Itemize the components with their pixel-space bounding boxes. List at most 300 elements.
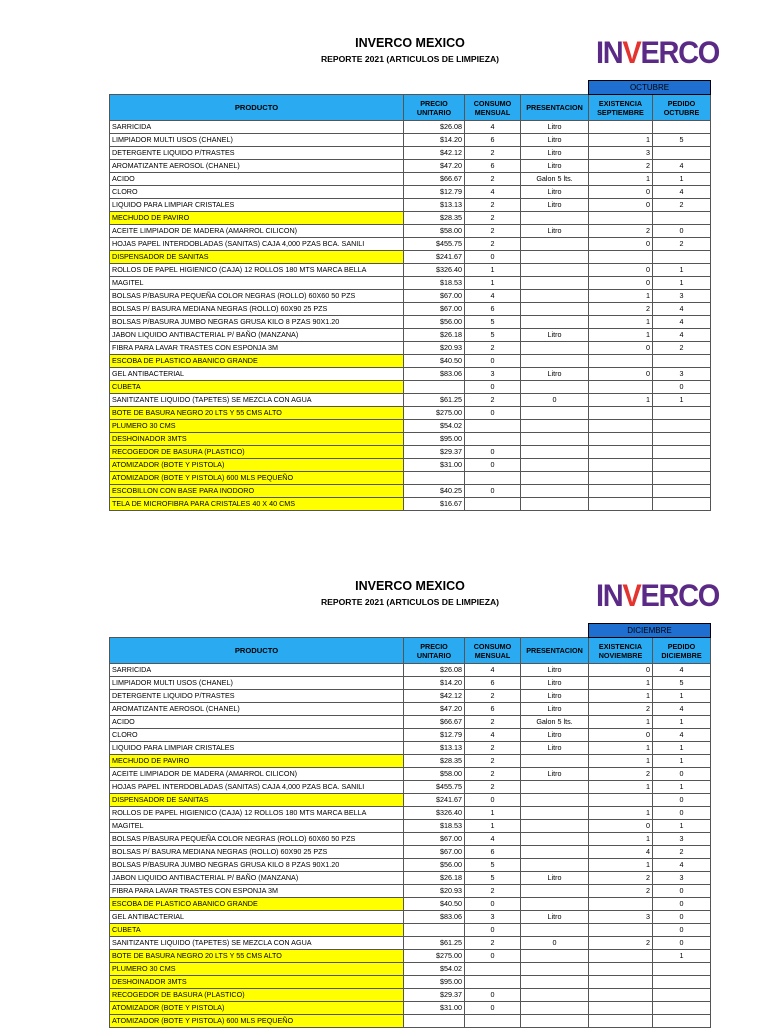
- cell-producto: LIMPIADOR MULTI USOS (CHANEL): [110, 677, 404, 690]
- cell-precio: $326.40: [404, 807, 465, 820]
- column-header-consumo: CONSUMO MENSUAL: [465, 95, 521, 121]
- cell-producto: HOJAS PAPEL INTERDOBLADAS (SANITAS) CAJA 4,000 PZAS BCA. SANILI: [110, 238, 404, 251]
- report-subtitle: REPORTE 2021 (ARTICULOS DE LIMPIEZA): [320, 597, 500, 607]
- cell-consumo: [465, 963, 521, 976]
- table-row: [110, 963, 711, 976]
- cell-existencia: 1: [589, 173, 653, 186]
- cell-presentacion: Litro: [521, 121, 589, 134]
- cell-presentacion: Litro: [521, 768, 589, 781]
- cell-pedido: 5: [653, 677, 711, 690]
- cell-presentacion: [521, 212, 589, 225]
- table-row: [110, 859, 711, 872]
- cell-pedido: 4: [653, 160, 711, 173]
- table-row: [110, 846, 711, 859]
- cell-pedido: 1: [653, 781, 711, 794]
- table-row: [110, 342, 711, 355]
- cell-consumo: 0: [465, 446, 521, 459]
- cell-existencia: 3: [589, 911, 653, 924]
- cell-presentacion: Galon 5 lts.: [521, 173, 589, 186]
- logo-text-suffix: ERCO: [640, 579, 720, 614]
- column-header-presentacion: PRESENTACION: [521, 638, 589, 664]
- cell-pedido: 5: [653, 134, 711, 147]
- cell-presentacion: Galon 5 lts.: [521, 716, 589, 729]
- table-row: [110, 225, 711, 238]
- cell-existencia: [589, 420, 653, 433]
- cell-precio: $67.00: [404, 290, 465, 303]
- cell-precio: $12.79: [404, 186, 465, 199]
- cell-consumo: [465, 1015, 521, 1028]
- cell-presentacion: [521, 459, 589, 472]
- cell-existencia: 1: [589, 807, 653, 820]
- table-row: [110, 316, 711, 329]
- cell-precio: $28.35: [404, 755, 465, 768]
- cell-existencia: 0: [589, 342, 653, 355]
- cell-existencia: [589, 898, 653, 911]
- cell-pedido: [653, 251, 711, 264]
- cell-existencia: 0: [589, 277, 653, 290]
- table-row: [110, 989, 711, 1002]
- cell-pedido: [653, 420, 711, 433]
- cell-existencia: 2: [589, 872, 653, 885]
- cell-pedido: [653, 446, 711, 459]
- cell-presentacion: [521, 963, 589, 976]
- cell-consumo: 0: [465, 251, 521, 264]
- table-row: [110, 950, 711, 963]
- cell-existencia: 2: [589, 703, 653, 716]
- cell-presentacion: Litro: [521, 368, 589, 381]
- cell-presentacion: [521, 950, 589, 963]
- cell-existencia: [589, 355, 653, 368]
- cell-consumo: 2: [465, 690, 521, 703]
- table-row: [110, 937, 711, 950]
- cell-consumo: 2: [465, 342, 521, 355]
- table-row: [110, 976, 711, 989]
- inventory-table-wrap: [109, 623, 711, 1028]
- cell-existencia: 1: [589, 716, 653, 729]
- cell-consumo: 0: [465, 989, 521, 1002]
- table-row: [110, 277, 711, 290]
- cell-presentacion: Litro: [521, 703, 589, 716]
- table-row: [110, 794, 711, 807]
- cell-precio: $47.20: [404, 160, 465, 173]
- cell-producto: MECHUDO DE PAVIRO: [110, 755, 404, 768]
- cell-precio: $241.67: [404, 251, 465, 264]
- cell-producto: JABON LIQUIDO ANTIBACTERIAL P/ BAÑO (MANZANA): [110, 872, 404, 885]
- table-row: [110, 664, 711, 677]
- cell-producto: RECOGEDOR DE BASURA (PLASTICO): [110, 446, 404, 459]
- cell-pedido: 3: [653, 833, 711, 846]
- cell-pedido: 1: [653, 173, 711, 186]
- cell-precio: $14.20: [404, 134, 465, 147]
- cell-pedido: 3: [653, 290, 711, 303]
- cell-consumo: 6: [465, 303, 521, 316]
- column-header-pedido: PEDIDO DICIEMBRE: [653, 638, 711, 664]
- cell-consumo: 0: [465, 381, 521, 394]
- table-row: [110, 1015, 711, 1028]
- cell-producto: GEL ANTIBACTERIAL: [110, 368, 404, 381]
- cell-presentacion: 0: [521, 937, 589, 950]
- table-row: [110, 742, 711, 755]
- cell-existencia: [589, 381, 653, 394]
- cell-consumo: [465, 498, 521, 511]
- table-header: [110, 638, 711, 664]
- cell-producto: DISPENSADOR DE SANITAS: [110, 794, 404, 807]
- month-row: [110, 624, 711, 638]
- company-title: INVERCO MEXICO: [355, 579, 465, 593]
- cell-pedido: [653, 212, 711, 225]
- cell-pedido: 4: [653, 329, 711, 342]
- cell-existencia: 0: [589, 664, 653, 677]
- cell-producto: ATOMIZADOR (BOTE Y PISTOLA) 600 MLS PEQUEÑO: [110, 1015, 404, 1028]
- cell-precio: $14.20: [404, 677, 465, 690]
- cell-consumo: 1: [465, 820, 521, 833]
- cell-existencia: [589, 433, 653, 446]
- cell-producto: HOJAS PAPEL INTERDOBLADAS (SANITAS) CAJA 4,000 PZAS BCA. SANILI: [110, 781, 404, 794]
- cell-precio: $95.00: [404, 433, 465, 446]
- cell-presentacion: [521, 1002, 589, 1015]
- column-header-producto: PRODUCTO: [110, 638, 404, 664]
- cell-precio: [404, 381, 465, 394]
- cell-presentacion: [521, 485, 589, 498]
- cell-producto: GEL ANTIBACTERIAL: [110, 911, 404, 924]
- table-row: [110, 485, 711, 498]
- cell-precio: $12.79: [404, 729, 465, 742]
- table-row: [110, 394, 711, 407]
- cell-precio: $67.00: [404, 846, 465, 859]
- inventory-table-wrap: [109, 80, 711, 511]
- cell-pedido: 0: [653, 885, 711, 898]
- cell-precio: $455.75: [404, 238, 465, 251]
- cell-consumo: 0: [465, 794, 521, 807]
- cell-existencia: 0: [589, 186, 653, 199]
- table-row: [110, 433, 711, 446]
- table-row: [110, 368, 711, 381]
- cell-pedido: [653, 121, 711, 134]
- month-label: OCTUBRE: [589, 81, 711, 95]
- cell-pedido: 1: [653, 716, 711, 729]
- cell-producto: ESCOBA DE PLASTICO ABANICO GRANDE: [110, 355, 404, 368]
- table-row: [110, 147, 711, 160]
- cell-existencia: 2: [589, 937, 653, 950]
- table-row: [110, 212, 711, 225]
- cell-precio: $67.00: [404, 833, 465, 846]
- cell-presentacion: [521, 316, 589, 329]
- cell-existencia: 1: [589, 394, 653, 407]
- cell-pedido: [653, 459, 711, 472]
- cell-pedido: 0: [653, 898, 711, 911]
- cell-consumo: 4: [465, 186, 521, 199]
- cell-presentacion: [521, 820, 589, 833]
- cell-consumo: 5: [465, 329, 521, 342]
- cell-presentacion: [521, 807, 589, 820]
- cell-consumo: [465, 420, 521, 433]
- cell-existencia: 2: [589, 885, 653, 898]
- cell-consumo: 0: [465, 407, 521, 420]
- cell-existencia: [589, 1015, 653, 1028]
- cell-precio: $61.25: [404, 937, 465, 950]
- table-row: [110, 134, 711, 147]
- cell-producto: BOLSAS P/BASURA PEQUEÑA COLOR NEGRAS (ROLLO) 60X60 50 PZS: [110, 833, 404, 846]
- cell-pedido: 2: [653, 846, 711, 859]
- cell-presentacion: [521, 859, 589, 872]
- column-header-precio: PRECIO UNITARIO: [404, 638, 465, 664]
- cell-presentacion: Litro: [521, 677, 589, 690]
- cell-pedido: 2: [653, 199, 711, 212]
- cell-producto: ACIDO: [110, 173, 404, 186]
- cell-presentacion: Litro: [521, 911, 589, 924]
- cell-precio: $58.00: [404, 768, 465, 781]
- cell-presentacion: [521, 342, 589, 355]
- cell-precio: $13.13: [404, 199, 465, 212]
- cell-existencia: 1: [589, 833, 653, 846]
- cell-precio: $13.13: [404, 742, 465, 755]
- cell-precio: $42.12: [404, 147, 465, 160]
- cell-existencia: [589, 485, 653, 498]
- cell-pedido: [653, 1002, 711, 1015]
- cell-existencia: [589, 251, 653, 264]
- cell-pedido: 0: [653, 794, 711, 807]
- report-subtitle: REPORTE 2021 (ARTICULOS DE LIMPIEZA): [320, 54, 500, 64]
- cell-consumo: 4: [465, 729, 521, 742]
- cell-consumo: 1: [465, 277, 521, 290]
- cell-consumo: 5: [465, 872, 521, 885]
- cell-presentacion: [521, 420, 589, 433]
- cell-producto: SARRICIDA: [110, 664, 404, 677]
- cell-pedido: [653, 963, 711, 976]
- table-row: [110, 833, 711, 846]
- cell-consumo: 2: [465, 885, 521, 898]
- cell-pedido: 1: [653, 277, 711, 290]
- cell-producto: LIMPIADOR MULTI USOS (CHANEL): [110, 134, 404, 147]
- cell-existencia: [589, 459, 653, 472]
- cell-consumo: 6: [465, 703, 521, 716]
- cell-consumo: 2: [465, 716, 521, 729]
- cell-presentacion: [521, 290, 589, 303]
- cell-consumo: 2: [465, 238, 521, 251]
- table-row: [110, 290, 711, 303]
- table-row: [110, 729, 711, 742]
- cell-pedido: 1: [653, 394, 711, 407]
- cell-consumo: 2: [465, 225, 521, 238]
- cell-existencia: [589, 963, 653, 976]
- table-row: [110, 690, 711, 703]
- table-row: [110, 173, 711, 186]
- cell-producto: ATOMIZADOR (BOTE Y PISTOLA): [110, 459, 404, 472]
- cell-pedido: 1: [653, 690, 711, 703]
- cell-consumo: 6: [465, 677, 521, 690]
- cell-producto: JABON LIQUIDO ANTIBACTERIAL P/ BAÑO (MANZANA): [110, 329, 404, 342]
- cell-pedido: 1: [653, 950, 711, 963]
- table-body: [110, 664, 711, 1028]
- cell-precio: $18.53: [404, 277, 465, 290]
- cell-consumo: [465, 433, 521, 446]
- cell-existencia: 1: [589, 690, 653, 703]
- cell-presentacion: 0: [521, 394, 589, 407]
- cell-existencia: 0: [589, 199, 653, 212]
- table-row: [110, 329, 711, 342]
- cell-presentacion: Litro: [521, 225, 589, 238]
- cell-pedido: 0: [653, 924, 711, 937]
- cell-consumo: 4: [465, 121, 521, 134]
- cell-existencia: 0: [589, 729, 653, 742]
- cell-producto: BOLSAS P/BASURA PEQUEÑA COLOR NEGRAS (ROLLO) 60X60 50 PZS: [110, 290, 404, 303]
- cell-pedido: 0: [653, 381, 711, 394]
- cell-producto: BOLSAS P/ BASURA MEDIANA NEGRAS (ROLLO) 60X90 25 PZS: [110, 303, 404, 316]
- cell-producto: LIQUIDO PARA LIMPIAR CRISTALES: [110, 199, 404, 212]
- cell-existencia: [589, 472, 653, 485]
- cell-existencia: 1: [589, 134, 653, 147]
- cell-existencia: 2: [589, 303, 653, 316]
- cell-consumo: 2: [465, 147, 521, 160]
- table-row: [110, 703, 711, 716]
- cell-existencia: [589, 976, 653, 989]
- table-row: [110, 446, 711, 459]
- table-row: [110, 898, 711, 911]
- cell-pedido: 0: [653, 937, 711, 950]
- cell-presentacion: [521, 407, 589, 420]
- cell-pedido: 4: [653, 186, 711, 199]
- cell-presentacion: Litro: [521, 329, 589, 342]
- table-row: [110, 924, 711, 937]
- cell-presentacion: [521, 781, 589, 794]
- table-row: [110, 355, 711, 368]
- cell-pedido: 4: [653, 664, 711, 677]
- cell-consumo: 6: [465, 846, 521, 859]
- cell-presentacion: Litro: [521, 690, 589, 703]
- cell-precio: $275.00: [404, 950, 465, 963]
- cell-presentacion: [521, 381, 589, 394]
- table-row: [110, 160, 711, 173]
- cell-existencia: [589, 212, 653, 225]
- cell-consumo: 5: [465, 859, 521, 872]
- cell-precio: $28.35: [404, 212, 465, 225]
- table-row: [110, 459, 711, 472]
- cell-precio: $29.37: [404, 989, 465, 1002]
- inverco-logo: [596, 36, 719, 72]
- logo-text-prefix: IN: [596, 36, 623, 71]
- cell-precio: $18.53: [404, 820, 465, 833]
- cell-consumo: 0: [465, 898, 521, 911]
- cell-pedido: 0: [653, 225, 711, 238]
- cell-presentacion: [521, 898, 589, 911]
- column-header-precio: PRECIO UNITARIO: [404, 95, 465, 121]
- cell-existencia: 1: [589, 290, 653, 303]
- cell-pedido: 0: [653, 768, 711, 781]
- cell-existencia: [589, 407, 653, 420]
- cell-producto: ACIDO: [110, 716, 404, 729]
- cell-precio: $40.50: [404, 355, 465, 368]
- cell-presentacion: Litro: [521, 160, 589, 173]
- cell-precio: $40.25: [404, 485, 465, 498]
- cell-consumo: 2: [465, 173, 521, 186]
- cell-precio: $66.67: [404, 173, 465, 186]
- cell-producto: ACEITE LIMPIADOR DE MADERA (AMARROL CILICON): [110, 225, 404, 238]
- cell-precio: $66.67: [404, 716, 465, 729]
- cell-existencia: 2: [589, 160, 653, 173]
- cell-presentacion: [521, 833, 589, 846]
- cell-producto: CUBETA: [110, 381, 404, 394]
- table-row: [110, 820, 711, 833]
- cell-existencia: 1: [589, 859, 653, 872]
- month-label: DICIEMBRE: [589, 624, 711, 638]
- cell-producto: SANITIZANTE LIQUIDO (TAPETES) SE MEZCLA CON AGUA: [110, 394, 404, 407]
- cell-presentacion: [521, 794, 589, 807]
- cell-precio: $61.25: [404, 394, 465, 407]
- cell-presentacion: [521, 355, 589, 368]
- cell-consumo: 6: [465, 134, 521, 147]
- cell-pedido: 2: [653, 238, 711, 251]
- logo-text-prefix: IN: [596, 579, 623, 614]
- cell-consumo: 2: [465, 937, 521, 950]
- cell-presentacion: [521, 498, 589, 511]
- cell-producto: BOLSAS P/ BASURA MEDIANA NEGRAS (ROLLO) 60X90 25 PZS: [110, 846, 404, 859]
- cell-precio: $95.00: [404, 976, 465, 989]
- cell-existencia: 2: [589, 768, 653, 781]
- cell-producto: AROMATIZANTE AEROSOL (CHANEL): [110, 160, 404, 173]
- cell-consumo: 4: [465, 664, 521, 677]
- cell-pedido: [653, 472, 711, 485]
- cell-presentacion: [521, 885, 589, 898]
- column-header-consumo: CONSUMO MENSUAL: [465, 638, 521, 664]
- cell-consumo: 0: [465, 950, 521, 963]
- table-row: [110, 199, 711, 212]
- cell-producto: DESHOINADOR 3MTS: [110, 976, 404, 989]
- cell-pedido: 0: [653, 911, 711, 924]
- cell-producto: CLORO: [110, 186, 404, 199]
- table-row: [110, 472, 711, 485]
- cell-precio: $26.18: [404, 872, 465, 885]
- table-row: [110, 238, 711, 251]
- cell-pedido: 1: [653, 820, 711, 833]
- cell-producto: DESHOINADOR 3MTS: [110, 433, 404, 446]
- table-row: [110, 911, 711, 924]
- cell-pedido: 4: [653, 729, 711, 742]
- cell-existencia: 1: [589, 755, 653, 768]
- cell-existencia: [589, 121, 653, 134]
- cell-consumo: 2: [465, 199, 521, 212]
- cell-producto: MAGITEL: [110, 820, 404, 833]
- cell-presentacion: Litro: [521, 147, 589, 160]
- cell-precio: [404, 472, 465, 485]
- cell-presentacion: Litro: [521, 199, 589, 212]
- table-row: [110, 303, 711, 316]
- table-row: [110, 407, 711, 420]
- cell-existencia: 1: [589, 742, 653, 755]
- cell-existencia: 1: [589, 677, 653, 690]
- cell-producto: DETERGENTE LIQUIDO P/TRASTES: [110, 690, 404, 703]
- cell-precio: $26.08: [404, 121, 465, 134]
- table-row: [110, 1002, 711, 1015]
- cell-pedido: 1: [653, 742, 711, 755]
- cell-pedido: [653, 485, 711, 498]
- column-header-presentacion: PRESENTACION: [521, 95, 589, 121]
- cell-precio: $40.50: [404, 898, 465, 911]
- cell-precio: $241.67: [404, 794, 465, 807]
- cell-producto: PLUMERO 30 CMS: [110, 963, 404, 976]
- cell-pedido: 4: [653, 703, 711, 716]
- cell-existencia: [589, 1002, 653, 1015]
- cell-presentacion: [521, 989, 589, 1002]
- cell-producto: SANITIZANTE LIQUIDO (TAPETES) SE MEZCLA CON AGUA: [110, 937, 404, 950]
- cell-presentacion: [521, 924, 589, 937]
- cell-consumo: 2: [465, 755, 521, 768]
- cell-presentacion: [521, 1015, 589, 1028]
- cell-pedido: 4: [653, 316, 711, 329]
- table-row: [110, 381, 711, 394]
- cell-producto: BOTE DE BASURA NEGRO 20 LTS Y 55 CMS ALTO: [110, 407, 404, 420]
- cell-producto: ESCOBA DE PLASTICO ABANICO GRANDE: [110, 898, 404, 911]
- table-row: [110, 781, 711, 794]
